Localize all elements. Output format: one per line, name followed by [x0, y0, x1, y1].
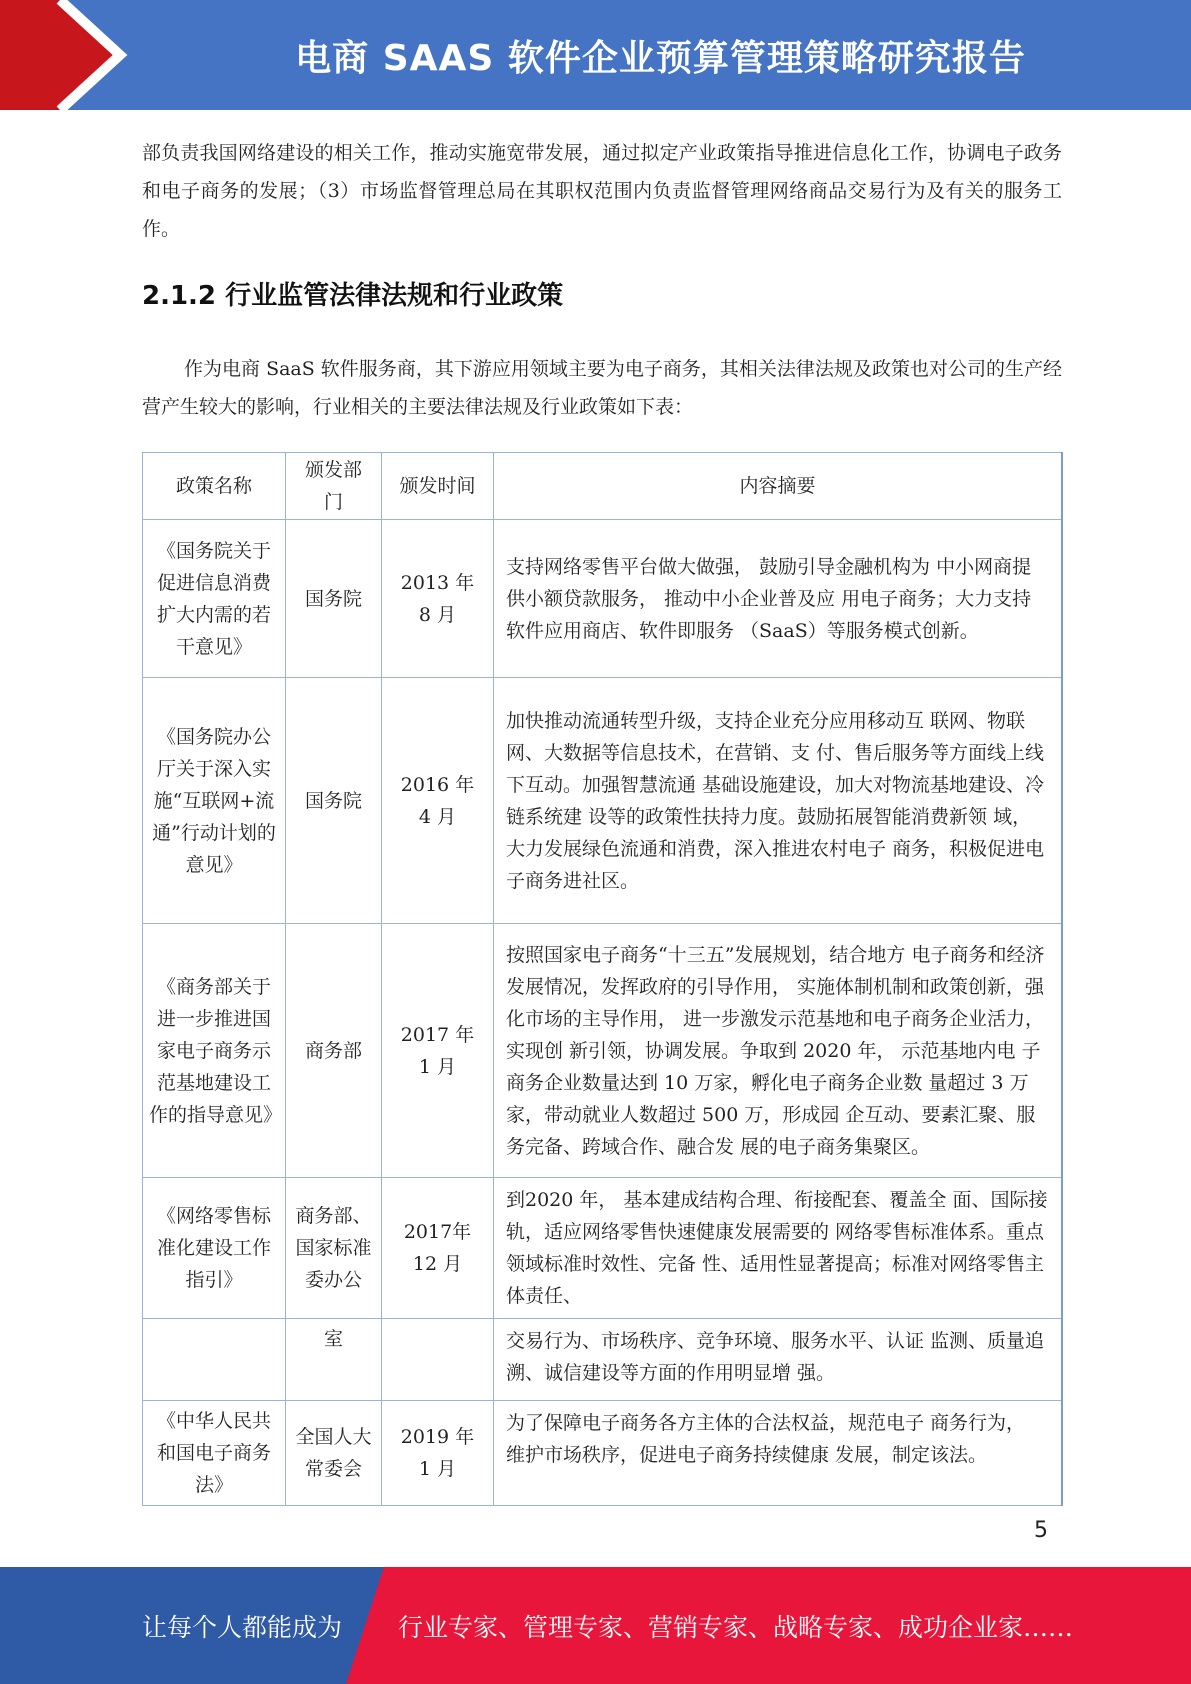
- intro-section: [142, 134, 1062, 248]
- header-policy-name: 政策名称: [143, 453, 286, 520]
- table-header-row: [143, 453, 1063, 520]
- date-cell: 2017 年 1 月: [382, 924, 494, 1178]
- table-row: [143, 520, 1063, 678]
- summary-cell: 按照国家电子商务“十三五”发展规划，结合地方 电子商务和经济发展情况，发挥政府的引导作用， 实施体制机制和政策创新，强化市场的主导作用， 进一步激发示范基地和电子商务企业活力，实现创 新引领，协调发展。争取到 2020 年， 示范基地内电 子商务企业数量达到 10 万家，孵化电子商务企业数 量超过 3 万家，带动就业人数超过 500 万，形成园 企互动、要素汇聚、服务完备、跨域合作、融合发 展的电子商务集聚区。: [494, 924, 1063, 1178]
- header-arrow-decoration: [0, 0, 150, 110]
- table-row: [143, 1178, 1063, 1319]
- date-cell: 2013 年 8 月: [382, 520, 494, 678]
- header-department: 颁发部门: [286, 453, 382, 520]
- summary-cell: 为了保障电子商务各方主体的合法权益，规范电子 商务行为， 维护市场秩序，促进电子商务持续健康 发展，制定该法。: [494, 1401, 1063, 1506]
- date-cell: 2016 年 4 月: [382, 678, 494, 924]
- policy-name-cell: 《网络零售标准化建设工作指引》: [143, 1178, 286, 1319]
- summary-cell: 支持网络零售平台做大做强， 鼓励引导金融机构为 中小网商提供小额贷款服务， 推动中小企业普及应 用电子商务；大力支持软件应用商店、软件即服务 （SaaS）等服务模式创新。: [494, 520, 1063, 678]
- header-banner: [0, 0, 1191, 110]
- summary-cell: 到2020 年， 基本建成结构合理、衔接配套、覆盖全 面、国际接轨，适应网络零售快速健康发展需要的 网络零售标准体系。重点领域标准时效性、完备 性、适用性显著提高；标准对网络零售主体责任、: [494, 1178, 1063, 1319]
- page-number: 5: [1034, 1518, 1048, 1543]
- section-paragraph: 作为电商 SaaS 软件服务商，其下游应用领域主要为电子商务，其相关法律法规及政策也对公司的生产经营产生较大的影响，行业相关的主要法律法规及行业政策如下表：: [142, 358, 1062, 418]
- date-cell: [382, 1319, 494, 1401]
- department-cell: 商务部、国家标准委办公: [286, 1178, 382, 1319]
- department-cell: 室: [286, 1319, 382, 1401]
- header-summary: 内容摘要: [494, 453, 1063, 520]
- department-cell: 全国人大常委会: [286, 1401, 382, 1506]
- footer-banner: [0, 1567, 1191, 1684]
- report-title: 电商 SAAS 软件企业预算管理策略研究报告: [295, 37, 1026, 79]
- policy-name-cell: [143, 1319, 286, 1401]
- policy-table: [142, 452, 1063, 1506]
- table-row: [143, 924, 1063, 1178]
- policy-name-cell: 《商务部关于进一步推进国家电子商务示范基地建设工作的指导意见》: [143, 924, 286, 1178]
- date-cell: 2017年 12 月: [382, 1178, 494, 1319]
- table-row: [143, 1319, 1063, 1401]
- section-heading: 2.1.2 行业监管法律法规和行业政策: [142, 281, 564, 311]
- summary-cell: 加快推动流通转型升级，支持企业充分应用移动互 联网、物联网、大数据等信息技术，在营销、支 付、售后服务等方面线上线下互动。加强智慧流通 基础设施建设，加大对物流基地建设、冷链系统建 设等的政策性扶持力度。鼓励拓展智能消费新领 域，大力发展绿色流通和消费，深入推进农村电子 商务，积极促进电子商务进社区。: [494, 678, 1063, 924]
- header-date: 颁发时间: [382, 453, 494, 520]
- table-row: [143, 1401, 1063, 1506]
- summary-cell: 交易行为、市场秩序、竞争环境、服务水平、认证 监测、质量追溯、诚信建设等方面的作用明显增 强。: [494, 1319, 1063, 1401]
- footer-slogan-left: 让每个人都能成为: [142, 1612, 343, 1642]
- policy-name-cell: 《国务院办公厅关于深入实施“互联网+流通”行动计划的意见》: [143, 678, 286, 924]
- department-cell: 国务院: [286, 678, 382, 924]
- department-cell: 国务院: [286, 520, 382, 678]
- footer-slogan-right: 行业专家、管理专家、营销专家、战略专家、成功企业家……: [398, 1612, 1074, 1642]
- table-row: [143, 678, 1063, 924]
- policy-name-cell: 《国务院关于促进信息消费扩大内需的若干意见》: [143, 520, 286, 678]
- department-cell: 商务部: [286, 924, 382, 1178]
- intro-paragraph: 部负责我国网络建设的相关工作，推动实施宽带发展，通过拟定产业政策指导推进信息化工作，协调电子政务和电子商务的发展；（3）市场监督管理总局在其职权范围内负责监督管理网络商品交易行为及有关的服务工作。: [142, 142, 1062, 240]
- section-body: [142, 350, 1062, 426]
- policy-name-cell: 《中华人民共和国电子商务法》: [143, 1401, 286, 1506]
- date-cell: 2019 年 1 月: [382, 1401, 494, 1506]
